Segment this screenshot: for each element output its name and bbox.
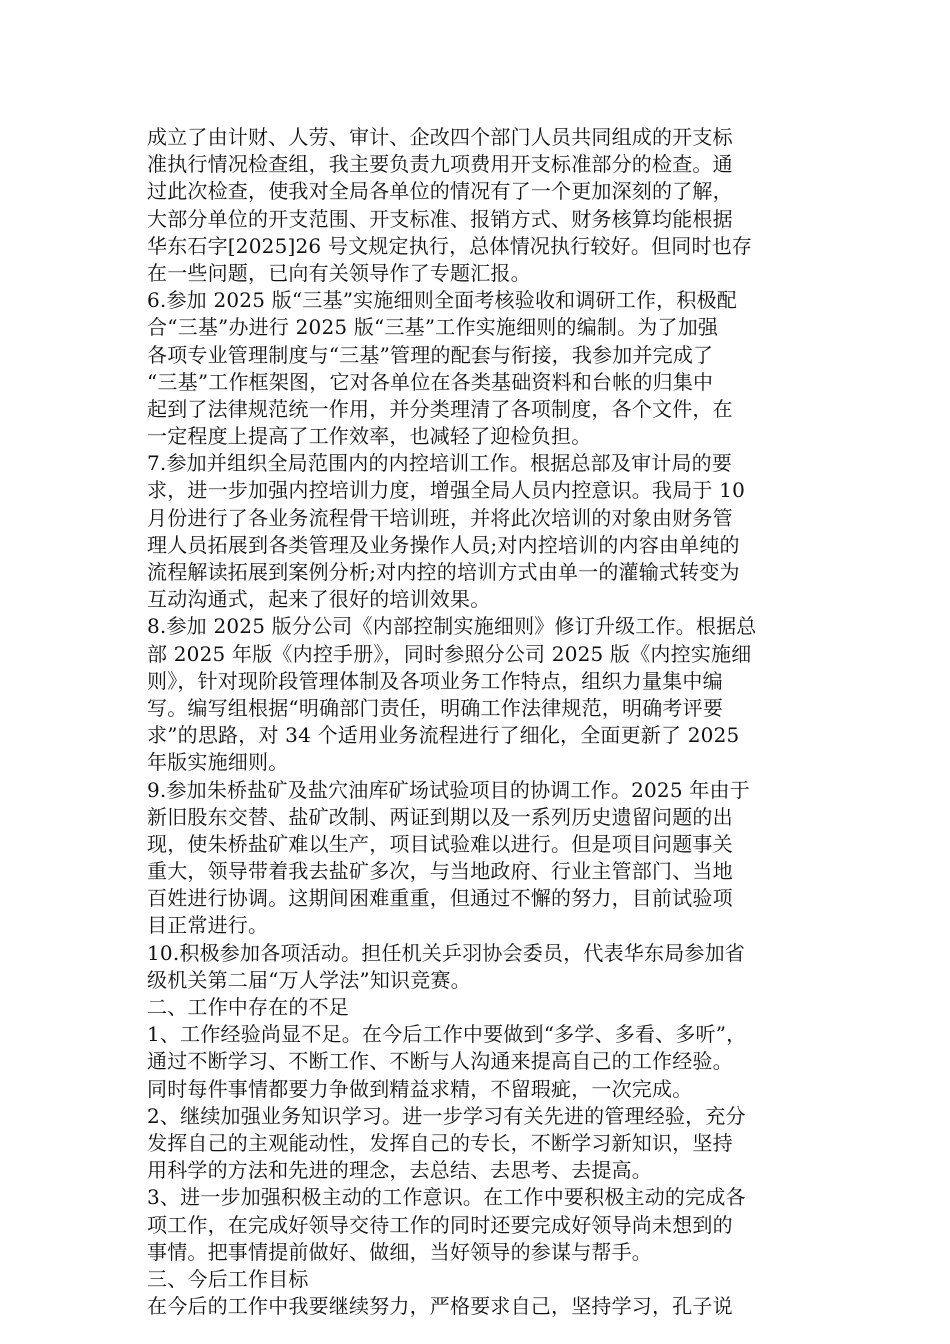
text-line: 现，使朱桥盐矿难以生产，项目试验难以进行。但是项目问题事关 — [147, 831, 733, 856]
text-line: 华东石字[2025]26 号文规定执行，总体情况执行较好。但同时也存 — [147, 233, 753, 258]
text-line: 新旧股东交替、盐矿改制、两证到期以及一系列历史遗留问题的出 — [147, 804, 733, 829]
section-heading: 二、工作中存在的不足 — [147, 995, 349, 1019]
text-line: 在一些问题，已向有关领导作了专题汇报。 — [147, 260, 531, 285]
text-line: 理人员拓展到各类管理及业务操作人员;对内控培训的内容由单纯的 — [147, 532, 740, 557]
text-line: 流程解读拓展到案例分析;对内控的培训方式由单一的灌输式转变为 — [147, 560, 740, 584]
text-line: 用科学的方法和先进的理念，去总结、去思考、去提高。 — [147, 1158, 652, 1183]
text-line: 起到了法律规范统一作用，并分类理清了各项制度，各个文件，在 — [147, 396, 733, 421]
text-line: 大部分单位的开支范围、开支标准、报销方式、财务核算均能根据 — [147, 206, 733, 231]
text-line: 写。编写组根据“明确部门责任，明确工作法律规范，明确考评要 — [147, 695, 724, 720]
text-line: 目正常进行。 — [147, 913, 269, 938]
text-line: 则》，针对现阶段管理体制及各项业务工作特点，组织力量集中编 — [147, 668, 723, 693]
text-line: 7.参加并组织全局范围内的内控培训工作。根据总部及审计局的要 — [147, 451, 733, 476]
document-body — [147, 124, 827, 1320]
text-line: 百姓进行协调。这期间困难重重，但通过不懈的努力，目前试验项 — [147, 886, 733, 911]
text-line: 2、继续加强业务知识学习。进一步学习有关先进的管理经验，充分 — [147, 1103, 746, 1128]
text-line: 在今后的工作中我要继续努力，严格要求自己，坚持学习，孔子说 — [147, 1294, 733, 1319]
text-line: “三基”工作框架图，它对各单位在各类基础资料和台帐的归集中 — [147, 369, 714, 394]
text-line: 月份进行了各业务流程骨干培训班，并将此次培训的对象由财务管 — [147, 505, 733, 530]
text-line: 年版实施细则。 — [147, 750, 289, 775]
text-line: 各项专业管理制度与“三基”管理的配套与衔接，我参加并完成了 — [147, 342, 714, 367]
text-line: 10.积极参加各项活动。担任机关乒羽协会委员，代表华东局参加省 — [147, 940, 746, 965]
text-line: 一定程度上提高了工作效率，也减轻了迎检负担。 — [147, 424, 592, 449]
text-line: 求，进一步加强内控培训力度，增强全局人员内控意识。我局于 10 — [147, 478, 746, 503]
text-line: 合“三基”办进行 2025 版“三基”工作实施细则的编制。为了加强 — [147, 315, 719, 340]
text-line: 求”的思路，对 34 个适用业务流程进行了细化，全面更新了 2025 — [147, 723, 740, 748]
text-line: 3、进一步加强积极主动的工作意识。在工作中要积极主动的完成各 — [147, 1185, 746, 1210]
text-line: 部 2025 年版《内控手册》，同时参照分公司 2025 版《内控实施细 — [147, 641, 752, 666]
text-line: 准执行情况检查组，我主要负责九项费用开支标准部分的检查。通 — [147, 152, 733, 177]
text-line: 8.参加 2025 版分公司《内部控制实施细则》修订升级工作。根据总 — [147, 614, 757, 639]
text-line: 重大，领导带着我去盐矿多次，与当地政府、行业主管部门、当地 — [147, 859, 733, 884]
text-line: 成立了由计财、人劳、审计、企改四个部门人员共同组成的开支标 — [147, 125, 733, 149]
text-line: 发挥自己的主观能动性，发挥自己的专长，不断学习新知识，坚持 — [147, 1130, 733, 1155]
text-line: 9.参加朱桥盐矿及盐穴油库矿场试验项目的协调工作。2025 年由于 — [147, 777, 750, 802]
text-line: 通过不断学习、不断工作、不断与人沟通来提高自己的工作经验。 — [147, 1049, 733, 1074]
text-line: 过此次检查，使我对全局各单位的情况有了一个更加深刻的了解， — [147, 179, 733, 204]
text-line: 项工作，在完成好领导交待工作的同时还要完成好领导尚未想到的 — [147, 1212, 733, 1237]
section-heading: 三、今后工作目标 — [147, 1266, 309, 1291]
text-line: 事情。把事情提前做好、做细，当好领导的参谋与帮手。 — [147, 1239, 652, 1264]
text-line: 同时每件事情都要力争做到精益求精，不留瑕疵，一次完成。 — [147, 1076, 693, 1101]
text-line: 级机关第二届“万人学法”知识竞赛。 — [147, 967, 471, 992]
text-line: 1、工作经验尚显不足。在今后工作中要做到“多学、多看、多听”， — [147, 1022, 747, 1047]
text-line: 6.参加 2025 版“三基”实施细则全面考核验收和调研工作，积极配 — [147, 288, 737, 313]
text-line: 互动沟通式，起来了很好的培训效果。 — [147, 587, 491, 612]
